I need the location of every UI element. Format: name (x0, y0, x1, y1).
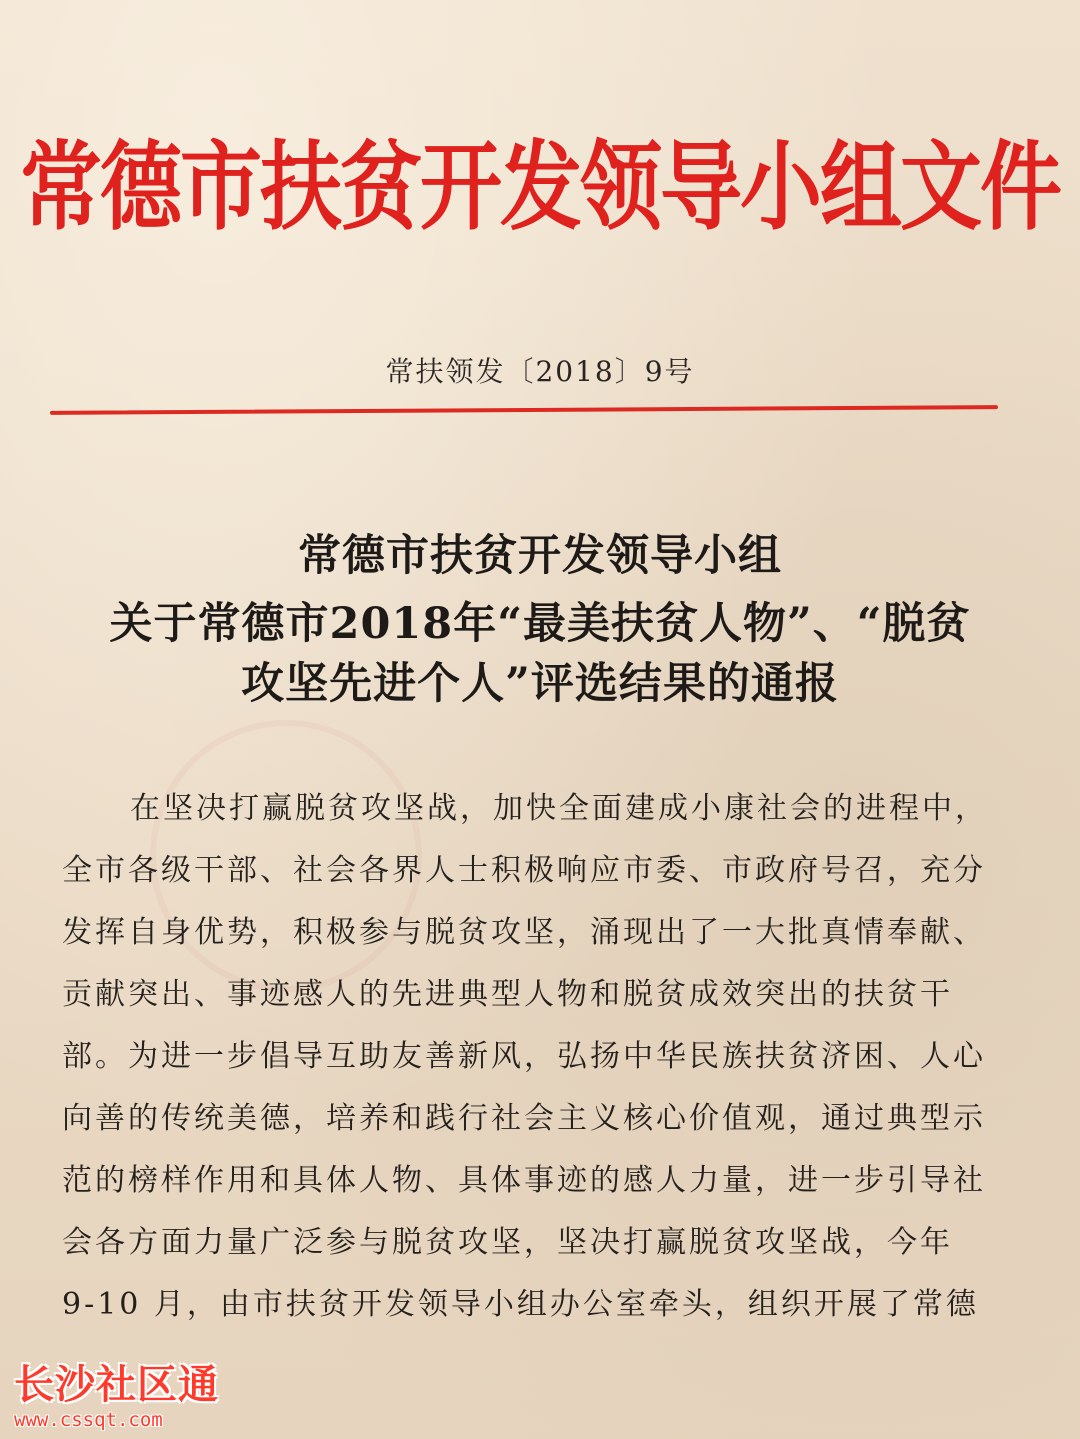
title-line-2: 关于常德市2018年“最美扶贫人物”、“脱贫 (109, 599, 971, 649)
body-line: 向善的传统美德，培养和践行社会主义核心价值观，通过典型示 (62, 1101, 986, 1136)
body-line: 在坚决打赢脱贫攻坚战，加快全面建成小康社会的进程中， (130, 791, 988, 826)
document-header: 常德市扶贫开发领导小组文件 (19, 132, 1060, 245)
red-separator-line (50, 405, 998, 415)
body-line: 发挥自身优势，积极参与脱贫攻坚，涌现出了一大批真情奉献、 (62, 915, 986, 950)
body-line: 贡献突出、事迹感人的先进典型人物和脱贫成效突出的扶贫干 (62, 977, 953, 1012)
title-line-3: 攻坚先进个人”评选结果的通报 (241, 659, 839, 709)
body-line: 范的榜样作用和具体人物、具体事迹的感人力量，进一步引导社 (62, 1163, 986, 1198)
site-watermark (14, 1362, 234, 1432)
body-line: 会各方面力量广泛参与脱贫攻坚，坚决打赢脱贫攻坚战，今年 (62, 1225, 953, 1260)
document-number: 常扶领发〔2018〕9号 (385, 355, 695, 388)
watermark-name: 长沙社区通 (14, 1362, 219, 1408)
body-line: 部。为进一步倡导互助友善新风，弘扬中华民族扶贫济困、人心 (62, 1039, 986, 1074)
body-line: 全市各级干部、社会各界人士积极响应市委、市政府号召，充分 (62, 853, 986, 888)
watermark-url: www.cssqt.com (14, 1409, 163, 1431)
title-line-1: 常德市扶贫开发领导小组 (298, 531, 782, 581)
body-paragraph (62, 778, 1010, 1336)
body-line: 9-10 月，由市扶贫开发领导小组办公室牵头，组织开展了常德 (62, 1287, 979, 1322)
